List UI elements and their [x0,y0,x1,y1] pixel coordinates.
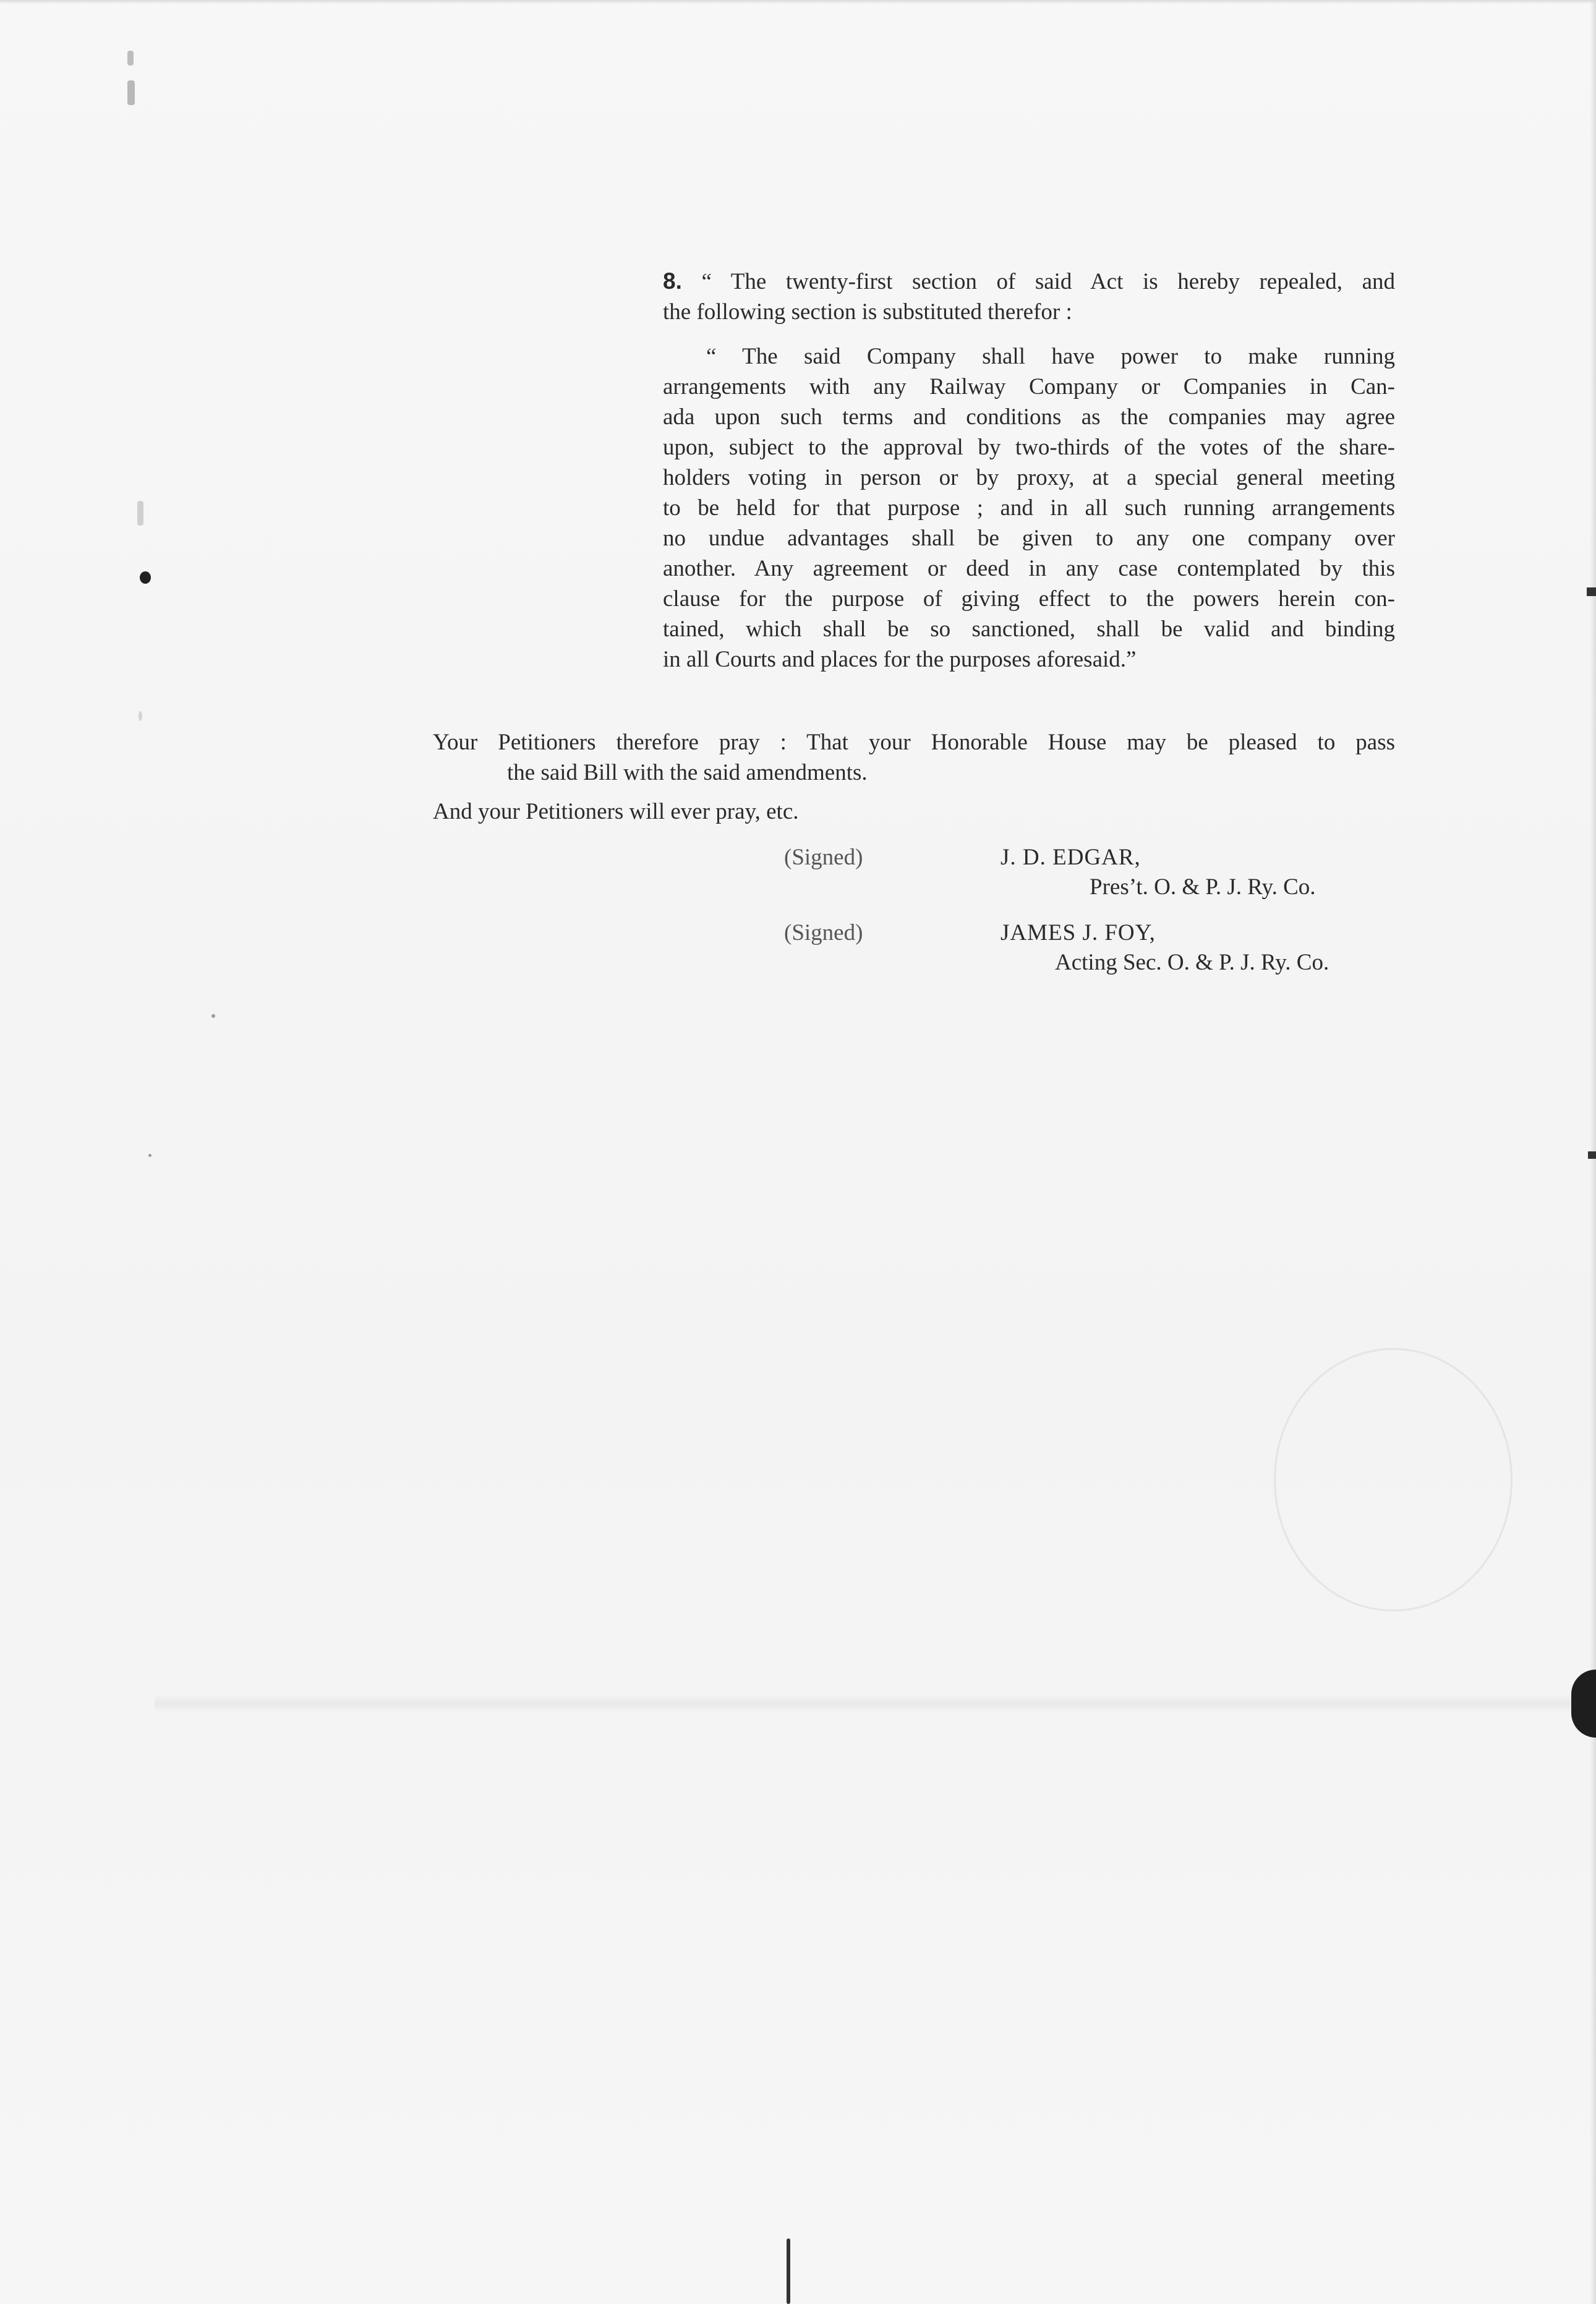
page-edge-mark [1588,1151,1596,1159]
quote-line: holders voting in person or by proxy, at a special general meeting [663,465,1395,490]
scan-speck [148,1154,151,1157]
petition-prayer [433,727,1395,788]
quote-line: arrangements with any Railway Company or Companies in Can- [663,374,1395,399]
scan-speck [137,501,143,526]
prayer-line: the said Bill with the said amendments. [507,760,868,785]
scan-speck [211,1014,215,1018]
signed-label: (Signed) [784,920,863,945]
substituted-section-quote [663,341,1395,675]
section-line: the following section is substituted therefor : [663,299,1072,325]
prayer-line: Your Petitioners therefore pray : That your Honorable House may be pleased to pass [433,730,1395,755]
scan-edge-top [0,0,1596,4]
quote-line: upon, subject to the approval by two-thirds of the votes of the share- [663,435,1395,460]
quote-line: in all Courts and places for the purposes aforesaid.” [663,647,1137,672]
page-edge-mark [1587,587,1596,596]
scan-speck [127,51,134,66]
signatory-title: Pres’t. O. & P. J. Ry. Co. [1090,874,1316,900]
paper-crease [155,1694,1596,1713]
quote-line: to be held for that purpose ; and in all such running arrangements [663,495,1395,521]
signatory-name: JAMES J. FOY, [1001,920,1156,945]
section-8 [663,266,1395,327]
binding-mark [787,2238,790,2304]
signed-label: (Signed) [784,845,863,870]
signatory-name: J. D. EDGAR, [1001,845,1141,870]
quote-line: clause for the purpose of giving effect to the powers herein con- [663,586,1395,612]
quote-line: ada upon such terms and conditions as the companies may agree [663,404,1395,430]
quote-line: tained, which shall be so sanctioned, shall be valid and binding [663,617,1395,642]
scan-speck [127,80,135,105]
faint-seal-impression [1274,1348,1513,1611]
page-edge-notch [1571,1670,1596,1738]
scan-speck [139,711,142,721]
signatory-title: Acting Sec. O. & P. J. Ry. Co. [1055,950,1329,975]
quote-line: another. Any agreement or deed in any case contemplated by this [663,556,1395,581]
quote-line: no undue advantages shall be given to any one company over [663,526,1395,551]
ink-dot [140,571,151,584]
section-line: 8. “ The twenty-first section of said Act is hereby repealed, and [663,268,1395,294]
section-number: 8. [663,268,682,294]
quote-line: “ The said Company shall have power to make running [706,344,1395,369]
closing-line: And your Petitioners will ever pray, etc. [433,799,799,824]
